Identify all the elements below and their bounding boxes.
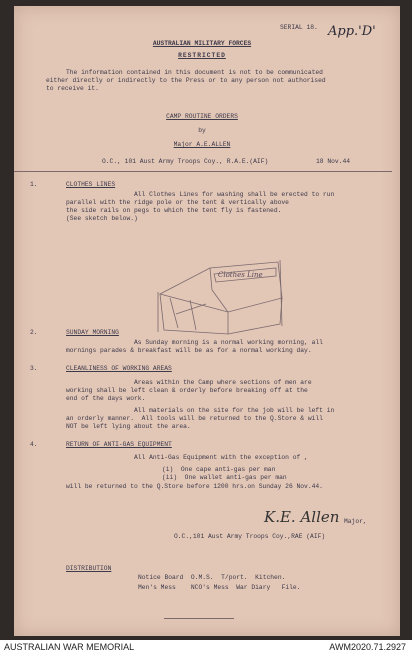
- orders-unit: O.C., 101 Aust Army Troops Coy., R.A.E.(AIF): [102, 158, 269, 165]
- footer-accession: AWM2020.71.2927: [329, 642, 406, 652]
- signature-rank: Major,: [344, 518, 367, 525]
- serial-number: SERIAL 18.: [280, 24, 318, 31]
- title-forces: AUSTRALIAN MILITARY FORCES: [152, 40, 252, 47]
- section-line: (i) One cape anti-gas per man: [162, 466, 276, 473]
- section-number: 2.: [30, 329, 38, 336]
- orders-author: Major A.E.ALLEN: [173, 141, 231, 148]
- bottom-rule: [164, 618, 234, 619]
- section-line: working shall be left clean & orderly before breaking off at the: [66, 387, 308, 394]
- archive-footer: [0, 640, 412, 653]
- notice-line-1: The information contained in this document is not to be communicated: [66, 69, 323, 76]
- section-line: NOT be left lying about the area.: [66, 423, 191, 430]
- section-line: parallel with the ridge pole or the tent & vertically above: [66, 199, 289, 206]
- section-heading: RETURN OF ANTI-GAS EQUIPMENT: [66, 441, 172, 448]
- tent-sketch: [150, 254, 290, 340]
- document-page: [14, 6, 400, 636]
- section-line: (ii) One wallet anti-gas per man: [162, 474, 287, 481]
- section-line: mornings parades & breakfast will be as for a normal working day.: [66, 347, 312, 354]
- sketch-label: Clothes Line: [218, 271, 263, 279]
- section-line: All materials on the site for the job will be left in: [134, 407, 335, 414]
- section-heading: SUNDAY MORNING: [66, 329, 119, 336]
- section-line: (See sketch below.): [66, 215, 138, 222]
- appendix-annotation: App.'D': [328, 24, 376, 39]
- title-restricted: RESTRICTED: [178, 52, 226, 59]
- section-number: 1.: [30, 181, 38, 188]
- notice-line-3: to receive it.: [46, 85, 99, 92]
- orders-title: CAMP ROUTINE ORDERS: [166, 113, 238, 120]
- orders-by: by: [198, 127, 206, 134]
- section-line: the side rails on pegs to which the tent fly is fastened.: [66, 207, 282, 214]
- section-line: an orderly manner. All tools will be returned to the Q.Store & will: [66, 415, 323, 422]
- section-line: All Clothes Lines for washing shall be erected to run: [134, 191, 335, 198]
- notice-line-2: either directly or indirectly to the Press or to any person not authorised: [46, 77, 326, 84]
- divider: [14, 171, 392, 172]
- section-heading: CLEANLINESS OF WORKING AREAS: [66, 365, 172, 372]
- section-line: As Sunday morning is a normal working morning, all: [134, 339, 323, 346]
- section-line: will be returned to the Q.Store before 1200 hrs.on Sunday 26 Nov.44.: [66, 483, 323, 490]
- section-line: All Anti-Gas Equipment with the exception of ,: [134, 454, 308, 461]
- orders-date: 18 Nov.44: [316, 158, 351, 165]
- section-number: 3.: [30, 365, 38, 372]
- section-number: 4.: [30, 441, 38, 448]
- distribution-line: Notice Board O.M.S. T/port. Kitchen.: [138, 574, 286, 581]
- handwritten-signature: K.E. Allen: [264, 508, 340, 526]
- distribution-heading: DISTRIBUTION: [66, 565, 112, 572]
- distribution-line: Men's Mess NCO's Mess War Diary File.: [138, 584, 301, 591]
- footer-institution: AUSTRALIAN WAR MEMORIAL: [4, 642, 135, 652]
- signature-unit: O.C.,101 Aust Army Troops Coy.,RAE (AIF): [174, 533, 326, 540]
- section-line: Areas within the Camp where sections of men are: [134, 379, 312, 386]
- section-heading: CLOTHES LINES: [66, 181, 116, 188]
- section-line: end of the days work.: [66, 395, 146, 402]
